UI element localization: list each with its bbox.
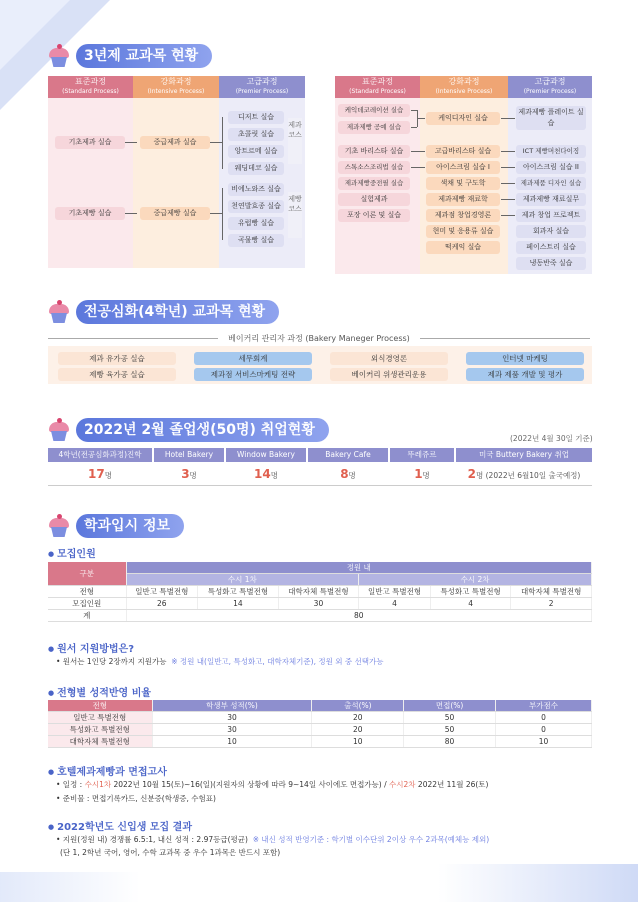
recruit-cell: 대학자체 특별전형 <box>511 586 592 598</box>
header-standard: 표준과정 (Standard Process) <box>335 76 420 98</box>
grading-cell: 30 <box>152 712 312 724</box>
advanced-course: 제과 제품 개발 및 평가 <box>466 368 584 381</box>
course-item: 제과제품 디자인 실습 <box>516 177 586 190</box>
course-item: 기초 바리스타 실습 <box>338 145 410 158</box>
process-title: 베이커리 관리자 과정 (Bakery Maneger Process) <box>228 334 410 343</box>
course-item: 제과제빵중전필 실습 <box>338 177 410 190</box>
recruit-cell: 4 <box>359 598 431 610</box>
course-item: 포장 이론 및 실습 <box>338 209 410 222</box>
advanced-course: 베이커리 위생관리운용 <box>330 368 448 381</box>
course-item: 제과점 창업경영론 <box>426 209 500 222</box>
grading-th: 학생부 성적(%) <box>152 700 312 712</box>
cupcake-icon <box>46 300 72 324</box>
course-item: 기초제과 실습 <box>55 136 125 149</box>
grading-row-label: 대학자체 특별전형 <box>48 736 152 748</box>
employment-label: Bakery Cafe <box>308 448 388 462</box>
course-item: 아이스크림 실습 II <box>516 161 586 174</box>
course-item: 제과제빵 재료학 <box>426 193 500 206</box>
course-item: 회과자 실습 <box>516 225 586 238</box>
section-title-curriculum <box>46 44 212 68</box>
section-title-text: 2022년 2월 졸업생(50명) 취업현황 <box>76 418 329 442</box>
course-item: 천연발효종 실습 <box>228 200 284 213</box>
grading-cell: 10 <box>495 736 591 748</box>
header-intensive: 강화과정 (Intensive Process) <box>133 76 219 98</box>
advanced-course: 제과점 서비스마케팅 전략 <box>194 368 312 381</box>
employment-count: 1명 <box>414 467 430 481</box>
course-item: 고급바리스타 실습 <box>426 145 500 158</box>
grading-th: 부가점수 <box>495 700 591 712</box>
section-title-text: 전공심화(4학년) 교과목 현황 <box>76 300 279 324</box>
course-item: 스톡소스조리법 실습 <box>338 161 410 174</box>
grading-cell: 20 <box>312 724 404 736</box>
recruit-cell: 30 <box>278 598 359 610</box>
course-item: 기초제빵 실습 <box>55 207 125 220</box>
section-title-employment <box>46 418 329 442</box>
advanced-course: 제과 유가공 실습 <box>58 352 176 365</box>
recruit-row-label: 모집인원 <box>48 598 126 610</box>
grading-th: 면접(%) <box>404 700 496 712</box>
recruit-cell: 80 <box>126 610 592 622</box>
section-title-text: 3년제 교과목 현황 <box>76 44 212 68</box>
course-item: 떡케익 실습 <box>426 241 500 254</box>
grading-row-label: 특성화고 특별전형 <box>48 724 152 736</box>
recruit-row-label: 전형 <box>48 586 126 598</box>
course-item: 디저트 실습 <box>228 111 284 124</box>
subheading-result: ● 2022학년도 신입생 모집 결과 <box>48 818 192 833</box>
employment-count: 3명 <box>181 467 197 481</box>
course-item: 비에노와즈 실습 <box>228 183 284 196</box>
employment-count: 8명 <box>340 467 356 481</box>
bottom-left-decoration <box>0 872 140 902</box>
recruit-th: 정원 내 <box>126 562 592 574</box>
grading-cell: 10 <box>312 736 404 748</box>
section-title-admission <box>46 514 184 538</box>
recruit-cell: 대학자체 특별전형 <box>278 586 359 598</box>
course-item: 중급제빵 실습 <box>140 207 210 220</box>
employment-count: 17명 <box>88 467 112 481</box>
course-item: 앙트르메 실습 <box>228 145 284 158</box>
header-standard: 표준과정 (Standard Process) <box>48 76 133 98</box>
header-premier: 고급과정 (Premier Process) <box>508 76 592 98</box>
course-item: 유럽빵 실습 <box>228 217 284 230</box>
course-item: 현미 및 응용류 실습 <box>426 225 500 238</box>
interview-schedule: • 일정 : 수시1차 2022년 10월 15(토)~16(일)(지원자의 상황에 따라 9~14일 사이에도 면접가능) / 수시2차 2022년 11월 26(토) <box>56 780 489 789</box>
employment-label: 4학년(전공심화과정)진학 <box>48 448 152 462</box>
course-item: 제과 창업 프로젝트 <box>516 209 586 222</box>
grading-cell: 0 <box>495 712 591 724</box>
course-item: 초콜릿 실습 <box>228 128 284 141</box>
subheading-grading: ● 전형별 성적반영 비율 <box>48 684 151 699</box>
cupcake-icon <box>46 44 72 68</box>
grading-table <box>48 700 592 748</box>
employment-label: Window Bakery <box>226 448 306 462</box>
recruit-cell: 특성화고 특별전형 <box>430 586 511 598</box>
result-text-2: (단 1, 2학년 국어, 영어, 수학 교과목 중 우수 1과목은 반드시 포함) <box>60 848 281 857</box>
subheading-apply: ● 원서 지원방법은? <box>48 640 134 655</box>
course-item: 곡물빵 실습 <box>228 234 284 247</box>
grading-th: 전형 <box>48 700 152 712</box>
interview-items: • 준비물 : 면접기록카드, 신분증(학생증, 수험표) <box>56 794 216 803</box>
section-title-advanced <box>46 300 279 324</box>
bottom-right-decoration <box>438 864 638 902</box>
employment-count: 2명 (2022년 6월10일 출국예정) <box>467 467 581 481</box>
advanced-course: 인터넷 마케팅 <box>466 352 584 365</box>
employment-label: Hotel Bakery <box>154 448 224 462</box>
grading-cell: 0 <box>495 724 591 736</box>
recruit-cell: 4 <box>430 598 511 610</box>
recruit-cell: 14 <box>198 598 279 610</box>
course-item: 색채 및 구도학 <box>426 177 500 190</box>
course-item: 페이스트리 실습 <box>516 241 586 254</box>
grading-cell: 50 <box>404 712 496 724</box>
recruit-th: 수시 2차 <box>359 574 592 586</box>
course-item: 제과제빵 재료실무 <box>516 193 586 206</box>
grading-cell: 20 <box>312 712 404 724</box>
grading-cell: 30 <box>152 724 312 736</box>
grading-cell: 10 <box>152 736 312 748</box>
course-item: 제과제빵 공예 실습 <box>338 121 410 134</box>
advanced-course: 제빵 육가공 실습 <box>58 368 176 381</box>
course-item: 실험제과 <box>338 193 410 206</box>
subheading-recruit: ● 모집인원 <box>48 545 96 560</box>
employment-date: (2022년 4월 30일 기준) <box>510 434 593 443</box>
course-item: 아이스크림 실습 I <box>426 161 500 174</box>
recruit-th: 구분 <box>48 562 126 586</box>
course-item: 중급제과 실습 <box>140 136 210 149</box>
course-item: 웨딩데코 실습 <box>228 162 284 175</box>
subheading-interview: ● 호텔제과제빵과 면접고사 <box>48 763 167 778</box>
employment-count: 14명 <box>254 467 278 481</box>
recruit-cell: 26 <box>126 598 198 610</box>
advanced-course: 외식경영론 <box>330 352 448 365</box>
header-intensive: 강화과정 (Intensive Process) <box>420 76 508 98</box>
employment-label: 미국 Buttery Bakery 취업 <box>456 448 592 462</box>
header-premier: 고급과정 (Premier Process) <box>219 76 305 98</box>
cupcake-icon <box>46 418 72 442</box>
employment-label: 뚜레쥬르 <box>390 448 454 462</box>
apply-text: • 원서는 1인당 2장까지 지원가능 ※ 정원 내(일반고, 특성화고, 대학자체기준), 정원 외 중 선택가능 <box>56 657 384 666</box>
course-item: ICT 제빵머천다이징 <box>516 145 586 158</box>
section-title-text: 학과입시 정보 <box>76 514 184 538</box>
course-item: 케익데코레이션 실습 <box>338 104 410 117</box>
grading-cell: 50 <box>404 724 496 736</box>
cupcake-icon <box>46 514 72 538</box>
recruit-cell: 일반고 특별전형 <box>126 586 198 598</box>
recruit-cell: 특성화고 특별전형 <box>198 586 279 598</box>
course-tag-pastry: 제과코스 <box>288 118 302 164</box>
recruit-cell: 일반고 특별전형 <box>359 586 431 598</box>
course-item: 케익디자인 실습 <box>426 112 500 125</box>
course-item: 제과제빵 플레이트 실습 <box>516 106 586 130</box>
course-item: 냉동반죽 실습 <box>516 257 586 270</box>
advanced-course: 세무회계 <box>194 352 312 365</box>
course-tag-bread: 제빵코스 <box>288 192 302 238</box>
grading-cell: 80 <box>404 736 496 748</box>
grading-row-label: 일반고 특별전형 <box>48 712 152 724</box>
result-text: • 지원(정원 내) 경쟁률 6.5:1, 내신 성적 : 2.97등급(평균) ※ 내신 성적 반영기준 : 학기별 이수단위 2이상 우수 2과목(예체능 제외) <box>56 835 490 844</box>
recruit-table <box>48 562 592 622</box>
recruit-cell: 2 <box>511 598 592 610</box>
recruit-th: 수시 1차 <box>126 574 359 586</box>
grading-th: 출석(%) <box>312 700 404 712</box>
recruit-row-label: 계 <box>48 610 126 622</box>
